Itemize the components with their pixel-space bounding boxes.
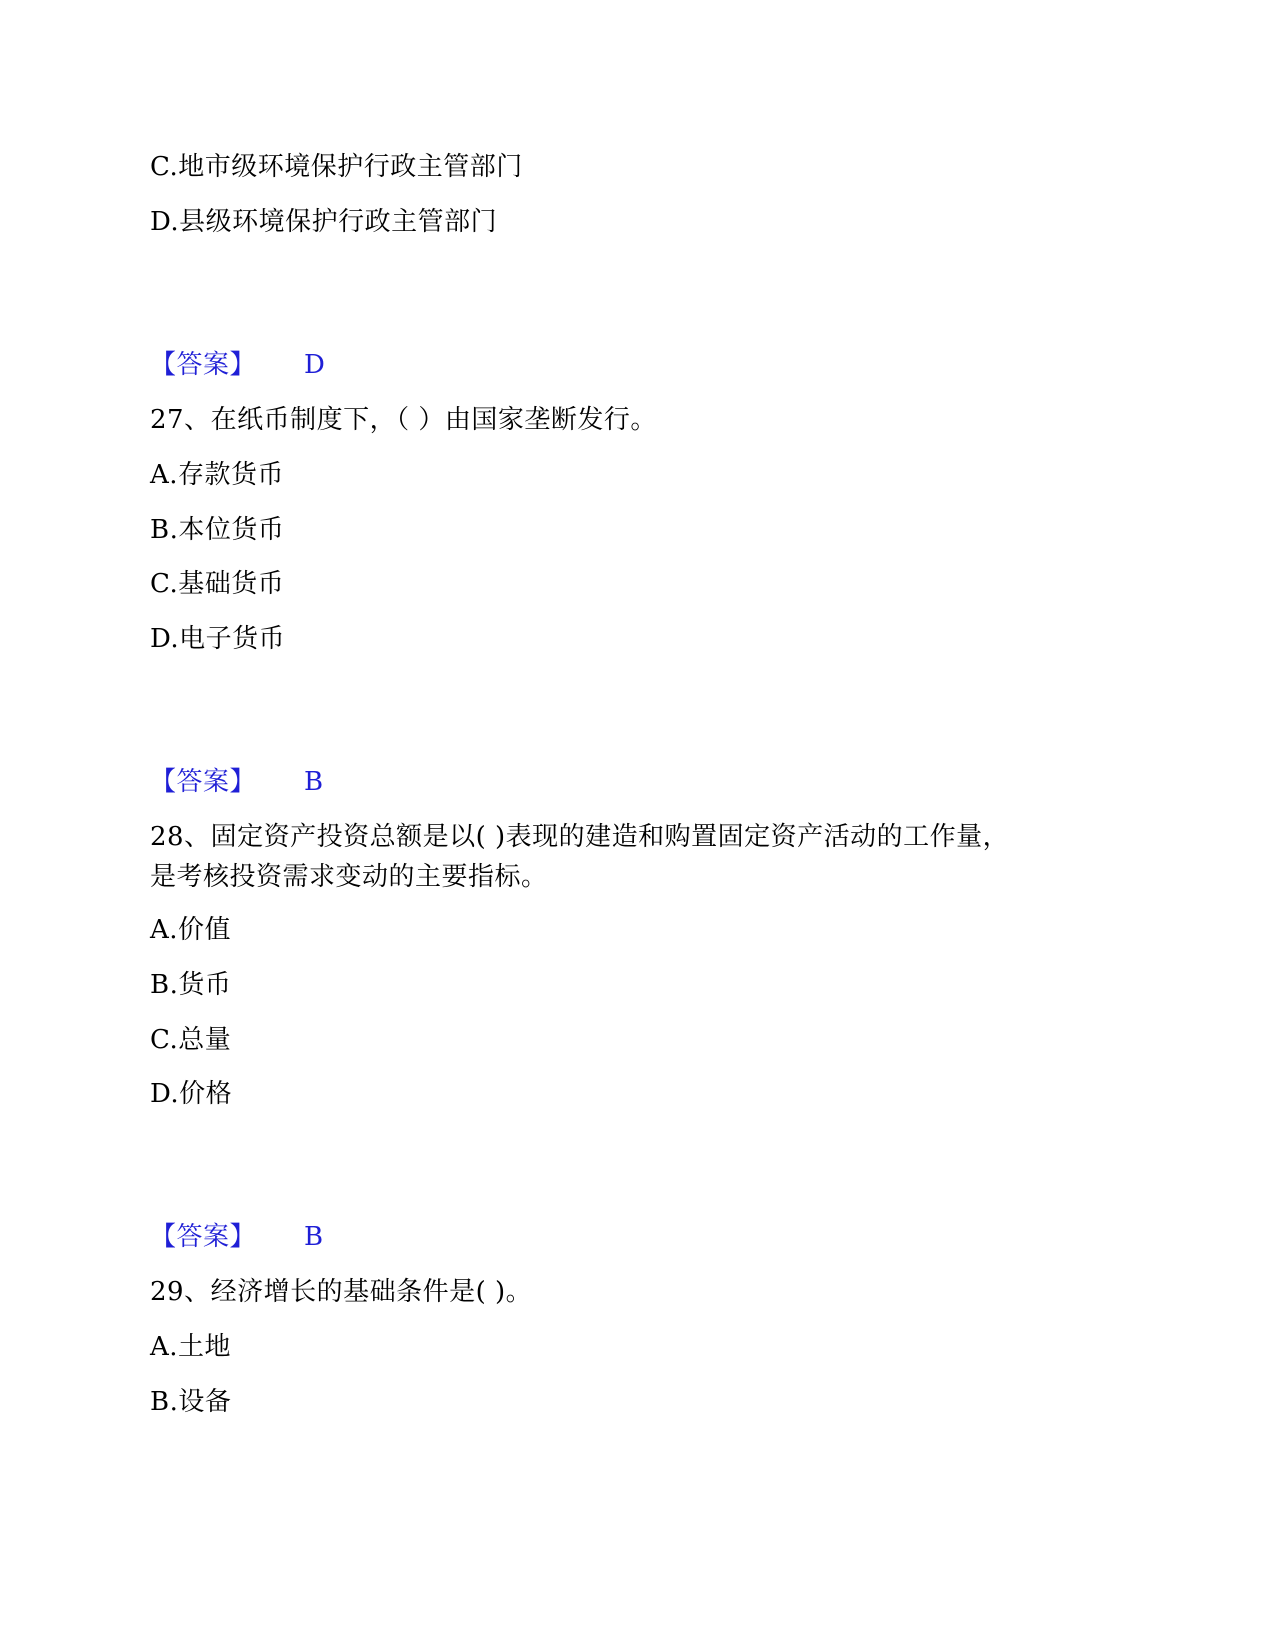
q27-stem: 27、在纸币制度下，（ ）由国家垄断发行。	[150, 405, 657, 435]
q26-option-d: D.县级环境保护行政主管部门	[150, 207, 498, 237]
q28-option-a: A.价值	[150, 915, 232, 945]
answer-value: B	[304, 1222, 324, 1252]
answer-value: D	[304, 350, 326, 380]
answer-value: B	[304, 767, 324, 797]
q27-option-d: D.电子货币	[150, 624, 286, 654]
q29-option-b: B.设备	[150, 1387, 232, 1417]
q28-stem-line-2: 是考核投资需求变动的主要指标。	[150, 862, 548, 892]
q27-option-a: A.存款货币	[150, 460, 285, 490]
q29-option-a: A.土地	[150, 1332, 232, 1362]
q27-answer	[150, 765, 324, 799]
q28-option-b: B.货币	[150, 970, 232, 1000]
q28-option-c: C.总量	[150, 1025, 232, 1055]
answer-label: 【答案】	[150, 1222, 257, 1252]
q26-option-c: C.地市级环境保护行政主管部门	[150, 152, 523, 182]
q28-option-d: D.价格	[150, 1079, 233, 1109]
q28-stem-line-1: 28、固定资产投资总额是以( )表现的建造和购置固定资产活动的工作量，	[150, 822, 1010, 852]
q26-answer	[150, 348, 325, 382]
q28-answer	[150, 1220, 324, 1254]
q27-option-c: C.基础货币	[150, 569, 285, 599]
q27-option-b: B.本位货币	[150, 515, 285, 545]
answer-label: 【答案】	[150, 350, 257, 380]
q29-stem: 29、经济增长的基础条件是( )。	[150, 1277, 533, 1307]
answer-label: 【答案】	[150, 767, 257, 797]
